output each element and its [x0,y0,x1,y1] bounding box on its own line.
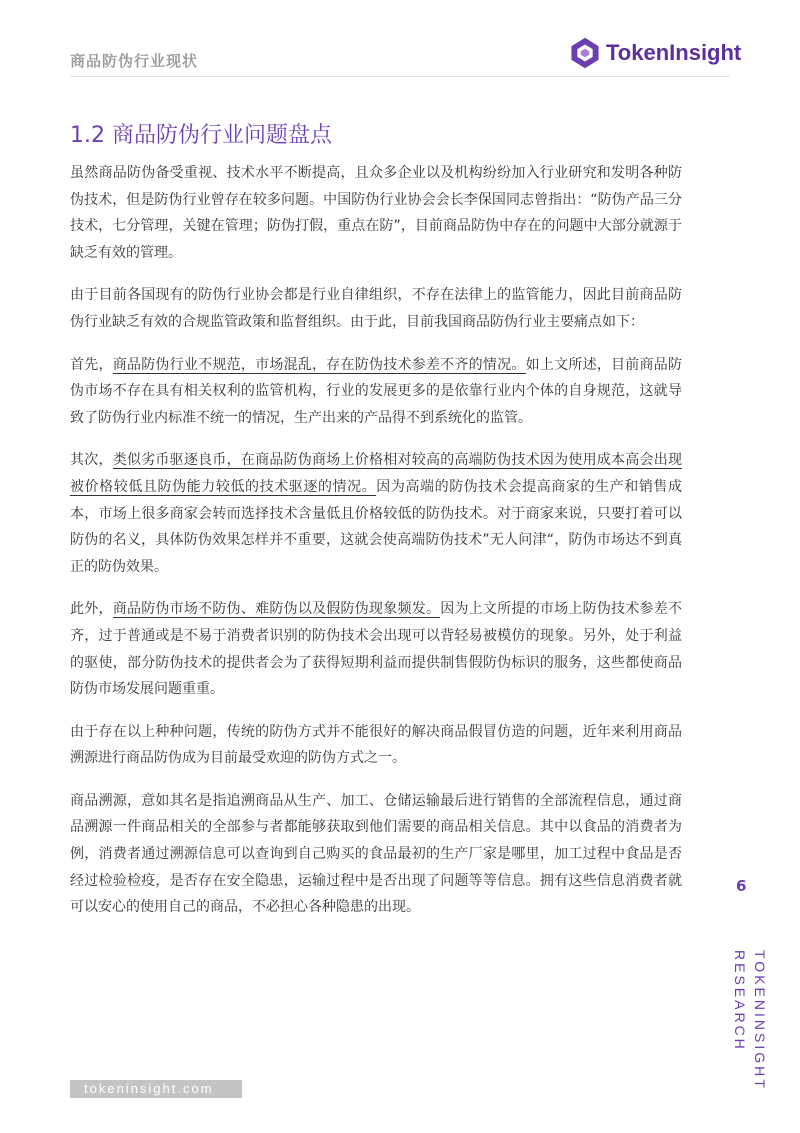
paragraph-3 [70,352,682,432]
paragraph-text: 虽然商品防伪备受重视、技术水平不断提高，且众多企业以及机构纷纷加入行业研究和发明各种防伪技术，但是防伪行业曾存在较多问题。中国防伪行业协会会长李保国同志曾指出：“防伪产品三分技术，七分管理，关键在管理；防伪打假，重点在防”，目前商品防伪中存在的问题中大部分就源于缺乏有效的管理。 [70,165,682,261]
section-heading: 1.2 商品防伪行业问题盘点 [70,123,332,148]
paragraph-lead: 其次， [70,452,113,469]
header-divider [70,76,730,77]
paragraph-lead: 此外， [70,601,113,618]
underlined-key-point: 类似劣币驱逐良币，在商品防伪商场上价格相对较高的高端防伪技术因为使用成本高会出现被价格较低且防伪能力较低的技术驱逐的情况。 [70,452,683,495]
paragraph-text: 由于存在以上种种问题，传统的防伪方式并不能很好的解决商品假冒仿造的问题，近年来利用商品溯源进行商品防伪成为目前最受欢迎的防伪方式之一。 [70,723,682,767]
paragraph-5 [70,596,682,702]
tokeninsight-logo-icon [568,36,602,70]
header-section-title: 商品防伪行业现状 [70,52,199,70]
paragraph-1 [70,160,682,266]
paragraph-lead: 首先， [70,356,113,373]
paragraph-6 [70,719,682,772]
vertical-brand-line-1: TOKENINSIGHT [752,950,768,1091]
content-body [70,160,682,937]
underlined-key-point: 商品防伪行业不规范，市场混乱，存在防伪技术参差不齐的情况。 [112,356,526,373]
vertical-brand-line-2: RESEARCH [732,950,748,1052]
page-number: 6 [736,877,747,895]
paragraph-text: 由于目前各国现有的防伪行业协会都是行业自律组织，不存在法律上的监管能力，因此目前商品防伪行业缺乏有效的合规监管政策和监督组织。由于此，目前我国商品防伪行业主要痛点如下： [70,287,682,330]
logo[interactable] [568,36,741,70]
paragraph-text: 如上文所述，目前商品防伪市场不存在具有相关权利的监管机构，行业的发展更多的是依靠行业内个体的自身规范，这就导致了防伪行业内标准不统一的情况，生产出来的产品得不到系统化的监管。 [70,356,683,426]
underlined-key-point: 商品防伪市场不防伪、难防伪以及假防伪现象频发。 [112,601,441,618]
footer-url[interactable]: tokeninsight.com [70,1080,242,1098]
paragraph-2 [70,282,682,335]
paragraph-text: 因为上文所提的市场上防伪技术参差不齐，过于普通或是不易于消费者识别的防伪技术会出现可以背轻易被模仿的现象。另外，处于利益的驱使，部分防伪技术的提供者会为了获得短期利益而提供制售假防伪标识的服务，这些都使商品防伪市场发展问题重重。 [70,601,683,698]
paragraph-text: 因为高端的防伪技术会提高商家的生产和销售成本，市场上很多商家会转而选择技术含量低且价格较低的防伪技术。对于商家来说，只要打着可以防伪的名义，具体防伪效果怎样并不重要，这就会使高端防伪技术”无人问津“，防伪市场达不到真正的防伪效果。 [70,478,683,575]
paragraph-4 [70,447,682,580]
paragraph-7 [70,788,682,921]
paragraph-text: 商品溯源，意如其名是指追溯商品从生产、加工、仓储运输最后进行销售的全部流程信息，通过商品溯源一件商品相关的全部参与者都能够获取到他们需要的商品相关信息。其中以食品的消费者为例，消费者通过溯源信息可以查询到自己购买的食品最初的生产厂家是哪里，加工过程中食品是否经过检验检疫，是否存在安全隐患，运输过程中是否出现了问题等等信息。拥有这些信息消费者就可以安心的使用自己的商品，不必担心各种隐患的出现。 [70,792,682,916]
logo-text: TokenInsight [606,40,742,65]
vertical-brand [712,950,768,1090]
